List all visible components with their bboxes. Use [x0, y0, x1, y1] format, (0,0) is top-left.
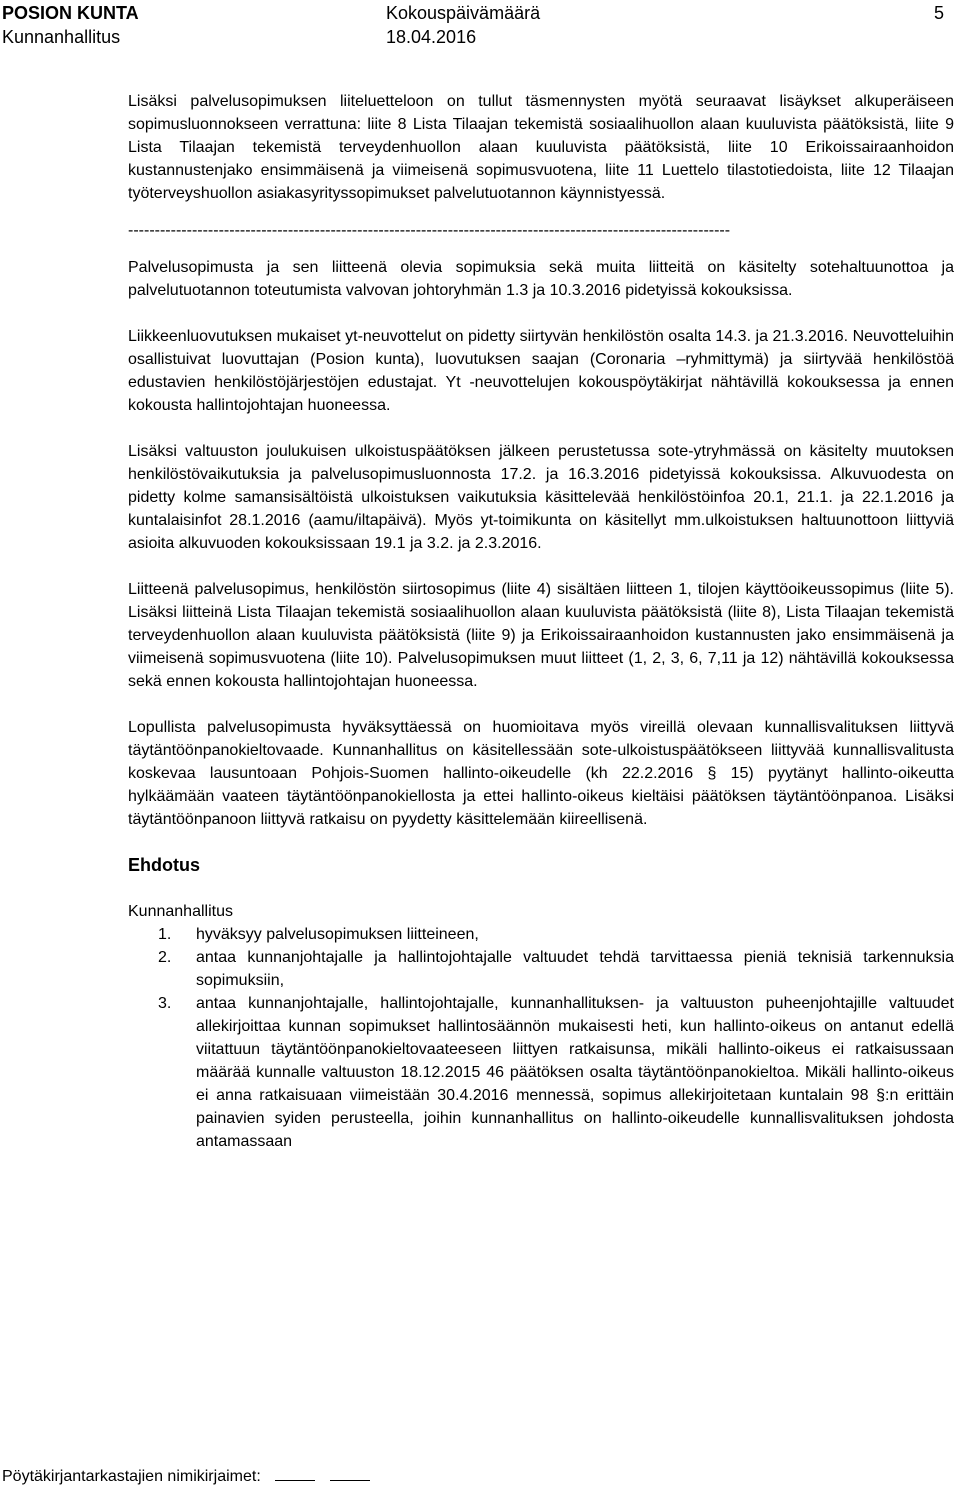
- list-item: 2. antaa kunnanjohtajalle ja hallintojohtajalle valtuudet tehdä tarvittaessa pieniä teknisiä tarkennuksia sopimuksiin,: [158, 949, 954, 989]
- paragraph-enforcement-ban: Lopullista palvelusopimusta hyväksyttäessä on huomioitava myös vireillä olevaan kunnallisvalituksen liittyvä täytäntöönpanokieltovaade. Kunnanhallitus on käsitellessään sote-ulkoistuspäätökseen liittyvää kunnallisvalitusta koskevaa lausuntoaan Pohjois-Suomen hallinto-oikeudelle (kh 22.2.2016 § 15) pyytänyt hallinto-oikeutta hylkäämään vaateen täytäntöönpanokiellosta ja ettei hallinto-oikeus kieltäisi päätöksen täytäntöönpanoa. Lisäksi täytäntöönpanoon liittyvä ratkaisu on pyydetty käsittelemään kiireellisenä.: [128, 719, 954, 828]
- proposal-list: [128, 923, 954, 1153]
- organization-name: POSION KUNTA: [2, 3, 139, 23]
- document-body: [128, 90, 954, 1153]
- paragraph-attachments-list: Liitteenä palvelusopimus, henkilöstön siirtosopimus (liite 4) sisältäen liitteen 1, tilojen käyttöoikeussopimus (liite 5). Lisäksi liitteinä Lista Tilaajan tekemistä sosiaalihuollon alaan kuuluvista päätöksistä (liite 8), Lista Tilaajan tekemistä terveydenhuollon alaan kuuluvista päätöksistä (liite 9) ja Erikoissairaanhoidon kustannusten jako ensimmäisenä ja viimeisenä sopimusvuotena (liite 10). Palvelusopimuksen muut liitteet (1, 2, 3, 6, 7,11 ja 12) nähtävillä kokouksessa sekä ennen kokousta hallintojohtajan huoneessa.: [128, 581, 954, 690]
- separator-line: -----------------------------------------------------------------------------------------------------------------: [128, 222, 731, 239]
- footer-initials: [2, 1466, 370, 1488]
- meeting-date-label: Kokouspäivämäärä: [386, 3, 541, 23]
- paragraph-yt-negotiations: Liikkeenluovutuksen mukaiset yt-neuvottelut on pidetty siirtyvän henkilöstön osalta 14.3. ja 21.3.2016. Neuvotteluihin osallistuivat luovuttajan (Posion kunta), luovutuksen saajan (Coronaria –ryhmittymä) ja siirtyvää henkilöstöä edustavien henkilöstöjärjestöjen edustajat. Yt -neuvottelujen kokouspöytäkirjat nähtävillä kokouksessa ja ennen kokousta hallintojohtajan huoneessa.: [128, 328, 954, 414]
- list-item: 3. antaa kunnanjohtajalle, hallintojohtajalle, kunnanhallituksen- ja valtuuston puheenjohtajille valtuudet allekirjoittaa kunnan sopimukset hallintosäännön mukaisesti heti, kun hallinto-oikeus on antanut edellä viitattuun täytäntöönpanokieltovaateeseen liittyen ratkaisunsa, mikäli hallinto-oikeus ei ratkaisussaan määrää kunnalle valtuuston 18.12.2015 46 päätöksen osalta täytäntöönpanokieltoa. Mikäli hallinto-oikeus ei anna ratkaisuaan viimeistään 30.4.2016 mennessä, sopimus allekirjoitetaan kuntalain 98 §:n erittäin painavien syiden perusteella, joihin kunnanhallitus on hallinto-oikeudelle kunnallisvalituksen johdosta antamassaan: [158, 995, 954, 1150]
- paragraph-sote-yt-group: Lisäksi valtuuston joulukuisen ulkoistuspäätöksen jälkeen perustetussa sote-ytryhmässä on käsitelty muutoksen henkilöstövaikutuksia ja palvelusopimusluonnosta 17.2. ja 16.3.2016 pidetyissä kokouksissa. Alkuvuodesta on pidetty kolme samansisältöistä ulkoistuksen vaikutuksia käsittelevää henkilöstöinfoa 20.1, 21.1. ja 22.1.2016 ja kuntalaisinfot 28.1.2016 (aamu/iltapäivä). Myös yt-toimikunta on käsitellyt mm.ulkoistuksen haltuunottoon liittyviä asioita alkuvuoden kokouksissaan 19.1 ja 3.2. ja 2.3.2016.: [128, 443, 954, 552]
- list-item: 1. hyväksyy palvelusopimuksen liitteineen,: [158, 926, 479, 943]
- governing-body: Kunnanhallitus: [2, 27, 121, 47]
- proposal-body-name: Kunnanhallitus: [128, 903, 233, 920]
- proposal-heading: Ehdotus: [128, 855, 200, 875]
- paragraph-steering-group: Palvelusopimusta ja sen liitteenä olevia sopimuksia sekä muita liitteitä on käsitelty sotehaltuunottoa ja palvelutuotannon toteutumista valvovan johtoryhmän 1.3 ja 10.3.2016 pidetyissä kokouksissa.: [128, 259, 954, 299]
- footer-label: Pöytäkirjantarkastajien nimikirjaimet:: [2, 1468, 261, 1485]
- initials-line-2: [330, 1466, 370, 1481]
- page-number: 5: [934, 3, 945, 23]
- initials-line-1: [275, 1466, 315, 1481]
- meeting-date: 18.04.2016: [386, 27, 477, 47]
- paragraph-attachments-additions: Lisäksi palvelusopimuksen liiteluetteloon on tullut täsmennysten myötä seuraavat lisäykset alkuperäiseen sopimusluonnokseen verrattuna: liite 8 Lista Tilaajan tekemistä sosiaalihuollon alaan kuuluvista päätöksistä, liite 9 Lista Tilaajan tekemistä terveydenhuollon alaan kuuluvista päätöksistä, liite 10 Erikoissairaanhoidon kustannustenjako ensimmäisenä ja viimeisenä sopimusvuotena, liite 11 Luettelo tilastotiedoista, liite 12 Tilaajan työterveyshuollon asiakasyrityssopimukset palvelutuotannon käynnistyessä.: [128, 93, 954, 202]
